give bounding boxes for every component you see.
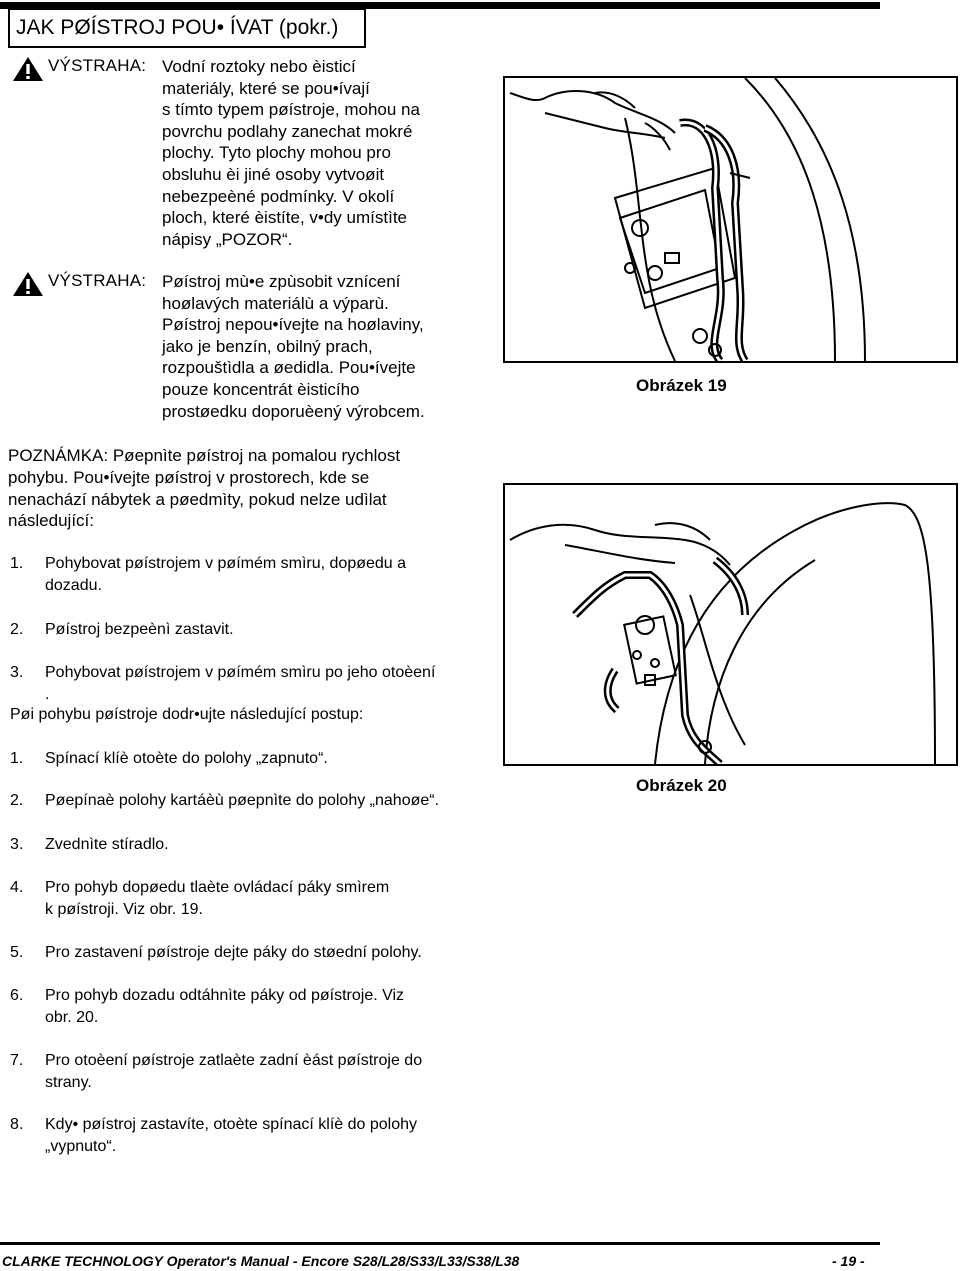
list-text bbox=[45, 619, 234, 641]
list-number: 4. bbox=[10, 879, 24, 896]
list-number: 5. bbox=[10, 944, 24, 961]
text-line: Pohybovat pøístrojem v pøímém smìru, dopøedu a bbox=[45, 555, 407, 572]
text-line: povrchu podlahy zanechat mokré bbox=[162, 121, 413, 141]
warning-1-text bbox=[162, 56, 450, 250]
list-text bbox=[45, 1114, 417, 1158]
list-number: 6. bbox=[10, 987, 24, 1004]
list-number: 3. bbox=[10, 664, 24, 681]
text-line: Pro pohyb dozadu odtáhnìte páky od pøístroje. Viz bbox=[45, 987, 405, 1004]
text-line: dozadu. bbox=[45, 577, 102, 594]
page-title: JAK PØÍSTROJ POU• ÍVAT (pokr.) bbox=[8, 8, 366, 48]
text-line: Pøístroj bezpeènì zastavit. bbox=[45, 621, 234, 638]
text-line: jako je benzín, obilný prach, bbox=[162, 336, 373, 356]
text-line: obsluhu èi jiné osoby vytvoøit bbox=[162, 164, 385, 184]
text-line: materiály, které se pou•ívají bbox=[162, 78, 370, 98]
text-line: nenachází nábytek a pøedmìty, pokud nelze udìlat bbox=[8, 489, 387, 509]
machine-handle-pull-illustration bbox=[505, 485, 956, 764]
list-number: 7. bbox=[10, 1052, 24, 1069]
text-line: hoølavých materiálù a výparù. bbox=[162, 293, 389, 313]
text-line: nebezpeèné podmínky. V okolí bbox=[162, 186, 395, 206]
list-text bbox=[45, 985, 404, 1029]
text-line: Pro pohyb dopøedu tlaète ovládací páky smìrem bbox=[45, 879, 390, 896]
list-text bbox=[45, 790, 439, 812]
machine-handle-push-illustration bbox=[505, 78, 956, 361]
text-line: k pøístroji. Viz obr. 19. bbox=[45, 901, 203, 918]
procedure-intro: Pøi pohybu pøístroje dodr•ujte následující postup: bbox=[10, 706, 364, 723]
list-number: 3. bbox=[10, 836, 24, 853]
text-line: Kdy• pøístroj zastavíte, otoète spínací klíè do polohy bbox=[45, 1116, 418, 1133]
text-line: Zvednìte stíradlo. bbox=[45, 836, 169, 853]
text-line: Pro zastavení pøístroje dejte páky do støední polohy. bbox=[45, 944, 422, 961]
list-number: 2. bbox=[10, 621, 24, 638]
text-line: Vodní roztoky nebo èisticí bbox=[162, 57, 356, 76]
text-line: Spínací klíè otoète do polohy „zapnuto“. bbox=[45, 750, 328, 767]
list-text bbox=[45, 1050, 422, 1094]
list-number: 2. bbox=[10, 792, 24, 809]
text-line: prostøedku doporuèený výrobcem. bbox=[162, 401, 425, 421]
text-line: . bbox=[45, 686, 50, 703]
text-line: „vypnuto“. bbox=[45, 1138, 117, 1155]
warning-label: VÝSTRAHA: bbox=[48, 56, 147, 75]
figure-20-illustration bbox=[503, 483, 958, 766]
warning-label: VÝSTRAHA: bbox=[48, 271, 147, 290]
footer-page-number: - 19 - bbox=[832, 1253, 865, 1269]
text-line: Pøepínaè polohy kartáèù pøepnìte do polohy „nahoøe“. bbox=[45, 792, 440, 809]
note-paragraph bbox=[8, 445, 450, 532]
list-text bbox=[45, 877, 389, 921]
figure-20-caption: Obrázek 20 bbox=[636, 776, 727, 795]
warning-triangle-icon bbox=[12, 271, 44, 297]
text-line: ploch, které èistíte, v•dy umístìte bbox=[162, 208, 407, 228]
text-line: následující: bbox=[8, 511, 94, 531]
footer-rule bbox=[0, 1242, 880, 1245]
text-line: Pro otoèení pøístroje zatlaète zadní èást pøístroje do bbox=[45, 1052, 423, 1069]
text-line: nápisy „POZOR“. bbox=[162, 229, 293, 249]
figure-19-illustration bbox=[503, 76, 958, 363]
list-text bbox=[45, 553, 406, 597]
text-line: Pohybovat pøístrojem v pøímém smìru po jeho otoèení bbox=[45, 664, 436, 681]
list-number: 8. bbox=[10, 1116, 24, 1133]
list-text bbox=[45, 834, 169, 856]
footer-manual-title: CLARKE TECHNOLOGY Operator's Manual - Encore S28/L28/S33/L33/S38/L38 bbox=[2, 1253, 520, 1269]
list-text bbox=[45, 942, 422, 964]
text-line: pouze koncentrát èisticího bbox=[162, 379, 360, 399]
text-line: Pøístroj nepou•ívejte na hoølaviny, bbox=[162, 315, 424, 335]
text-line: strany. bbox=[45, 1074, 92, 1091]
figure-19-caption: Obrázek 19 bbox=[636, 376, 727, 395]
list-number: 1. bbox=[10, 750, 24, 767]
list-number: 1. bbox=[10, 555, 24, 572]
warning-triangle-icon bbox=[12, 56, 44, 82]
text-line: pohybu. Pou•ívejte pøístroj v prostorech, kde se bbox=[8, 467, 370, 487]
text-line: Pøístroj mù•e zpùsobit vznícení bbox=[162, 272, 401, 291]
text-line: obr. 20. bbox=[45, 1009, 99, 1026]
text-line: POZNÁMKA: Pøepnìte pøístroj na pomalou rychlost bbox=[8, 446, 401, 465]
text-line: plochy. Tyto plochy mohou pro bbox=[162, 143, 392, 163]
text-line: s tímto typem pøístroje, mohou na bbox=[162, 100, 420, 120]
warning-2-text bbox=[162, 271, 450, 422]
text-line: rozpouštìdla a øedidla. Pou•ívejte bbox=[162, 358, 416, 378]
list-text bbox=[45, 662, 435, 706]
list-text bbox=[45, 748, 328, 770]
